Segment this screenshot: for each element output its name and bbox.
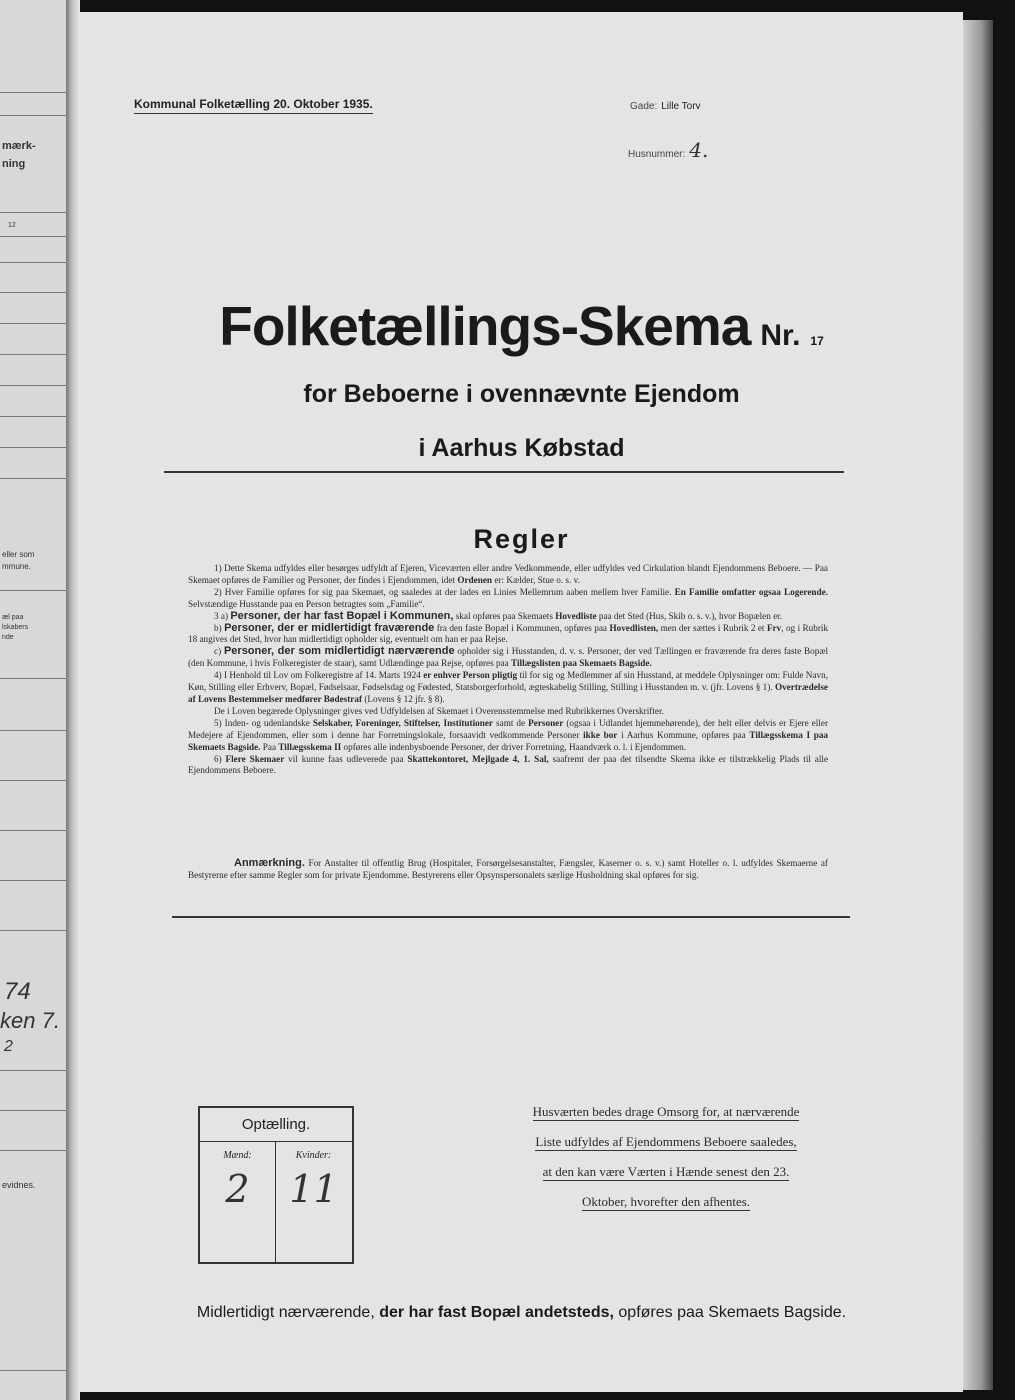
- page-edge: [963, 20, 993, 1390]
- street-field: [630, 96, 701, 114]
- left-page-strip: [0, 0, 68, 1400]
- house-number-field: [628, 138, 708, 162]
- tally-heading: Optælling.: [200, 1108, 352, 1142]
- form-subtitle: for Beboerne i ovennævnte Ejendom: [303, 380, 740, 408]
- form-number-label: Nr.: [760, 319, 801, 352]
- left-fragment: ken 7.: [0, 1008, 60, 1033]
- women-count: 11: [289, 1167, 338, 1211]
- left-fragment: ning: [2, 158, 26, 170]
- tally-women-column: [276, 1142, 351, 1262]
- left-fragment: mmune.: [2, 562, 31, 571]
- left-fragment: lskabers: [2, 624, 29, 631]
- left-fragment: 2: [4, 1038, 13, 1055]
- rule-2: 2) Hver Familie opføres for sig paa Skemaet, og saaledes at der lades en Linies Mellemrum aaben mellem hver Familie. En Familie omfatter ogsaa Logerende. Selvstændige Husstande paa en Person betragtes som „Familie“.: [188, 586, 828, 609]
- rule-5: 5) Inden- og udenlandske Selskaber, Foreninger, Stiftelser, Institutioner samt de Personer (ogsaa i Udlandet hjemmehørende), der helt eller delvis er Ejere eller Medejere af Ejendommen, eller som i denne har Forretningslokale, forsaavidt vedkommende Personer ikke bor i Aarhus Kommune, opføres paa Tillægsskema I paa Skemaets Bagside. Paa Tillægsskema II opføres alle indenbysboende Personer, der driver Forretning, Haandværk o. l. i Ejendommen.: [188, 717, 829, 752]
- remark-text: Anmærkning. For Anstalter til offentlig Brug (Hospitaler, Forsørgelsesanstalter, Fængsler, Kaserner o. s. v.) samt Hoteller o. l. udfyldes Skemaerne af Bestyrerne efter samme Regler som for private Ejendomme. Bestyrerens eller Opsynspersonalets særlige Husholdning skal opføres for sig.: [188, 857, 828, 880]
- street-value: Lille Torv: [661, 101, 701, 112]
- street-label: Gade:: [630, 101, 658, 112]
- rule-4-note: De i Loven begærede Oplysninger gives ved Udfyldelsen af Skemaet i Overensstemmelse med Rubrikkernes Overskrifter.: [214, 705, 664, 716]
- women-label: Kvinder:: [295, 1150, 332, 1161]
- form-title: [80, 294, 963, 358]
- census-form-page: [80, 12, 963, 1392]
- remark-label: Anmærkning.: [234, 857, 305, 869]
- census-title: Kommunal Folketælling 20. Oktober 1935.: [134, 97, 373, 114]
- landlord-instructions: [500, 1104, 832, 1224]
- instruction-line: at den kan være Værten i Hænde senest den 23.: [542, 1164, 790, 1179]
- rule-3c: c) Personer, der som midlertidigt nærværende opholder sig i Husstanden, d. v. s. Personer, der ved Tællingen er fraværende fra deres faste Bopæl (den Kommune, i hvis Folkeregister de staar), samt Udlændinge paa Rejse, opføres paa Tillægslisten paa Skemaets Bagside.: [188, 645, 829, 669]
- tally-men-column: [200, 1142, 276, 1262]
- left-fragment: 74: [4, 978, 31, 1005]
- rules-text: [188, 563, 828, 777]
- divider: [172, 916, 850, 918]
- left-fragment: æl paa: [2, 614, 24, 621]
- rule-3a: 3 a) Personer, der har fast Bopæl i Kommunen, skal opføres paa Skemaets Hovedliste paa det Sted (Hus, Skib o. s. v.), hvor Bopælen er.: [214, 609, 783, 622]
- left-fragment: 12: [8, 222, 16, 229]
- instruction-line: Oktober, hvorefter den afhentes.: [581, 1194, 751, 1209]
- left-fragment: evidnes.: [2, 1180, 36, 1190]
- men-label: Mænd:: [223, 1150, 252, 1161]
- instruction-line: Liste udfyldes af Ejendommens Beboere saaledes,: [535, 1134, 797, 1149]
- left-fragment: nde: [2, 634, 14, 641]
- men-count: 2: [225, 1167, 250, 1211]
- form-municipality: i Aarhus Købstad: [418, 434, 625, 462]
- rules-heading: Regler: [473, 524, 570, 554]
- instruction-line: Husværten bedes drage Omsorg for, at nærværende: [532, 1104, 800, 1119]
- rule-4: 4) I Henhold til Lov om Folkeregistre af 14. Marts 1924 er enhver Person pligtig til for sig og Medlemmer af sin Husstand, at meddele Oplysninger om: Fulde Navn, Køn, Stilling eller Erhverv, Bopæl, Fødselsaar, Fødselsdag og Fødested, Statsborgerforhold, ægteskabelig Stilling, Stilling i Husstanden m. v. (jfr. Lovens § 1). Overtrædelse af Lovens Bestemmelser medfører Bødestraf (Lovens § 12 jfr. § 8).: [188, 670, 829, 704]
- divider: [164, 471, 844, 473]
- rule-1: 1) Dette Skema udfyldes eller besørges udfyldt af Ejeren, Viceværten eller andre Vedkommende, eller udfyldes ved Cirkulation blandt Ejendommens Beboere. — Paa Skemaet opføres de Familier og Personer, der findes i Ejendommen, idet Ordenen er: Kælder, Stue o. s. v.: [188, 563, 828, 585]
- left-fragment: eller som: [2, 550, 35, 559]
- rule-3b: b) Personer, der er midlertidigt fraværende fra den faste Bopæl i Kommunen, opføres paa Hovedlisten, men der sættes i Rubrik 2 et Frv, og i Rubrik 18 angives det Sted, hvor han midlertidigt opholder sig, eventuelt om han er paa Rejse.: [188, 621, 829, 645]
- rule-6: 6) Flere Skemaer vil kunne faas udleverede paa Skattekontoret, Mejlgade 4, 1. Sal, saafremt der paa det tilsendte Skema ikke er tilstrækkelig Plads til alle Ejendommens Beboere.: [188, 753, 829, 776]
- house-number-label: Husnummer:: [628, 149, 686, 160]
- left-fragment: mærk-: [2, 140, 36, 152]
- form-number-value: 17: [810, 333, 824, 348]
- book-gutter: [66, 0, 80, 1400]
- house-number-value: 4.: [689, 138, 709, 162]
- footer-note: Midlertidigt nærværende, der har fast Bopæl andetsteds, opføres paa Skemaets Bagside.: [196, 1304, 847, 1321]
- form-title-main: Folketællings-Skema: [219, 295, 751, 357]
- tally-box: [198, 1106, 354, 1264]
